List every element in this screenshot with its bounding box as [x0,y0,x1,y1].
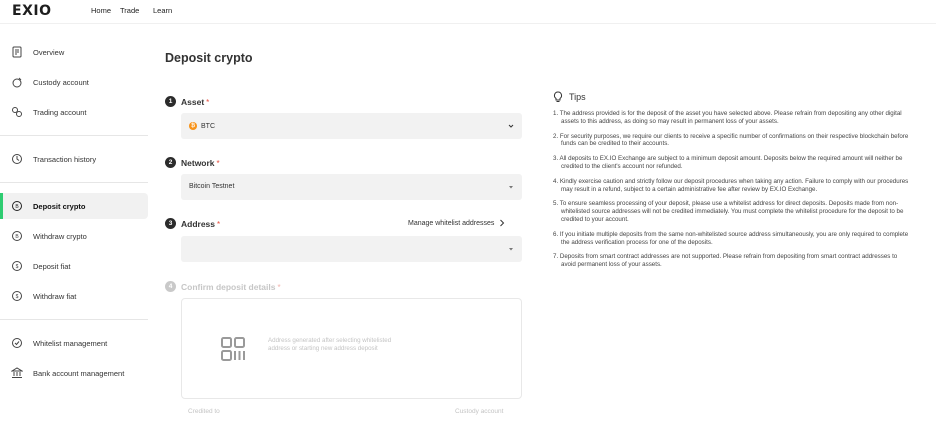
nav-home[interactable]: Home [91,6,112,15]
required-marker: * [217,219,221,229]
step-asset [165,96,209,107]
step-number: 4 [165,281,176,292]
bank-icon [11,367,23,379]
sidebar-item-label: Deposit crypto [33,201,86,211]
sidebar-item-label: Bank account management [33,368,125,378]
manage-whitelist-link[interactable]: Manage whitelist addresses [408,219,505,227]
tip-item: 7. Deposits from smart contract addresses are not supported. Please refrain from depositing from smart contract addresses to avoid permanent loss of your assets. [553,253,898,269]
tips-title: Tips [569,92,586,102]
withdraw-crypto-icon [11,230,23,242]
step-network [165,157,220,168]
credited-to-value: Custody account [455,408,504,415]
step-number: 1 [165,96,176,107]
tip-item: 5. To ensure seamless processing of your deposit, please use a whitelist address for direct deposits. Deposits made from non-whitelisted source addresses will not be credited immediately. You must complete the whitelist procedure for the deposit to be credited to your account. [553,200,904,223]
network-select[interactable] [181,174,522,200]
network-value: Bitcoin Testnet [189,183,235,190]
tips-header [553,91,586,103]
step-label: Asset * [181,96,210,107]
step-address [165,218,220,229]
trading-icon [11,106,23,118]
exio-logo[interactable]: EXIO [12,3,52,19]
svg-text:B: B [15,234,19,240]
tip-item: 4. Kindly exercise caution and strictly follow our deposit procedures when taking any action. Failure to comply with our procedures may result in a refund, subject to a certain administrative fee after review by EX.IO Exchange. [553,177,909,193]
sidebar-item-overview[interactable] [0,39,148,65]
asset-select[interactable] [181,113,522,139]
sidebar-item-label: Trading account [33,107,87,117]
sidebar-item-label: Withdraw fiat [33,291,77,301]
svg-text:$: $ [15,294,19,300]
page-title: Deposit crypto [165,51,253,65]
confirm-placeholder-text: Address generated after selecting whitelisted address or starting new address deposit [268,337,392,352]
tips-list [553,110,913,276]
whitelist-icon [11,337,23,349]
custody-icon [11,76,23,88]
nav-trade[interactable]: Trade [120,6,140,15]
confirm-details-panel [181,298,522,399]
caret-down-icon [506,244,516,254]
tip-item: 2. For security purposes, we require our clients to receive a specific number of confirmations on their respective blockchain before funds can be credited to their accounts. [553,132,909,148]
sidebar-item-deposit-crypto[interactable] [0,193,148,219]
withdraw-fiat-icon [11,290,23,302]
sidebar-divider [0,319,148,320]
sidebar-item-label: Transaction history [33,154,97,164]
step-number: 2 [165,157,176,168]
sidebar-item-whitelist-management[interactable] [0,330,148,356]
sidebar-item-withdraw-crypto[interactable] [0,223,148,249]
sidebar-item-withdraw-fiat[interactable] [0,283,148,309]
sidebar-item-label: Custody account [33,77,89,87]
sidebar-item-deposit-fiat[interactable] [0,253,148,279]
asset-value: BTC [201,122,215,130]
sidebar-item-transaction-history[interactable] [0,146,148,172]
step-label: Confirm deposit details * [181,281,281,292]
chevron-down-icon [506,121,516,131]
required-marker: * [216,158,220,168]
tip-item: 3. All deposits to EX.IO Exchange are subject to a minimum deposit amount. Deposits below the required amount will neither be credited to the client's account nor refunded. [553,155,903,170]
svg-text:B: B [15,204,19,210]
credited-to-label: Credited to [188,408,220,415]
required-marker: * [277,282,281,292]
required-marker: * [206,97,210,107]
history-icon [11,153,23,165]
sidebar-item-label: Deposit fiat [33,261,71,271]
nav-learn[interactable]: Learn [153,6,173,15]
sidebar-divider [0,135,148,136]
caret-down-icon [506,182,516,192]
sidebar-divider [0,182,148,183]
tip-item: 6. If you initiate multiple deposits from the same non-whitelisted source address simultaneously, you are only required to complete the address verification process for one of the deposits. [553,230,909,246]
sidebar [0,24,150,427]
lightbulb-icon [553,91,563,103]
step-confirm-deposit-details [165,281,281,292]
chevron-right-icon [499,219,505,227]
sidebar-item-bank-account-management[interactable] [0,360,148,386]
overview-icon [11,46,23,58]
sidebar-item-label: Overview [33,47,65,57]
sidebar-item-custody-account[interactable] [0,69,148,95]
svg-text:$: $ [15,264,19,270]
step-label: Network * [181,157,220,168]
sidebar-item-label: Withdraw crypto [33,231,87,241]
deposit-fiat-icon [11,260,23,272]
btc-icon: ₿ [190,123,196,129]
sidebar-item-trading-account[interactable] [0,99,148,125]
qr-code-icon [220,336,246,362]
step-number: 3 [165,218,176,229]
top-bar [0,0,936,24]
deposit-crypto-icon [11,200,23,212]
sidebar-item-label: Whitelist management [33,338,108,348]
address-select[interactable] [181,236,522,262]
tip-item: 1. The address provided is for the deposit of the asset you have selected above. Please refrain from depositing any other digital assets to this address, as doing so may result in permanent loss of your assets. [553,110,902,125]
step-label: Address * [181,218,221,229]
